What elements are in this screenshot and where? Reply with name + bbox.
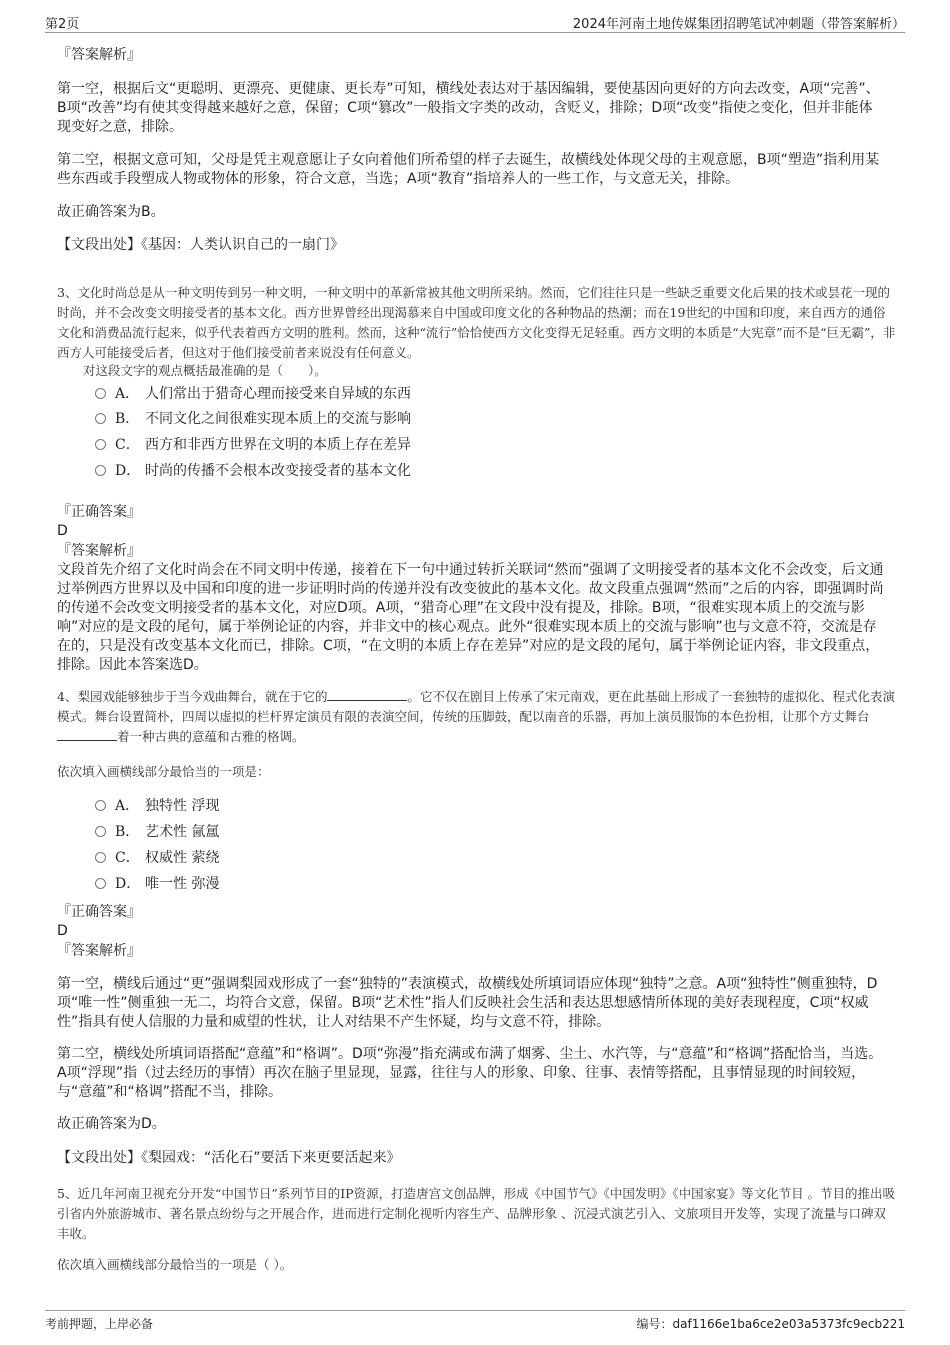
radio-icon[interactable] (95, 878, 106, 889)
q3-option-b[interactable]: B． 不同文化之间很难实现本质上的交流与影响 (95, 409, 411, 429)
q2-conclusion: 故正确答案为B。 (57, 204, 165, 220)
q5-prompt: 依次填入画横线部分最恰当的一项是（ ）。 (57, 1257, 293, 1272)
q2-analysis-para2: 第二空，根据文意可知，父母是凭主观意愿让子女向着他们所希望的样子去诞生，故横线处体现父母的主观意愿，B项“塑造”指利用某些东西或手段塑成人物或物体的形象，符合文意，当选；A项“教育”指培养人的一些工作，与文意无关，排除。 (57, 152, 880, 187)
q5-stem: 5、近几年河南卫视充分开发“中国节日”系列节目的IP资源，打造唐宫文创品牌，形成《中国节气》《中国发明》《中国家宴》等文化节目 。节目的推出吸引省内外旅游城市、著名景点纷纷与之开展合作，进而进行定制化视听内容生产、品牌形象 、沉浸式演艺引入、文旅项目开发等，实现了流量与口碑双丰收。 (57, 1186, 896, 1241)
q4-option-d[interactable]: D． 唯一性 弥漫 (95, 874, 219, 894)
document-id: 编号：daf1166e1ba6ce2e03a5373fc9ecb221 (636, 1317, 905, 1331)
answer-blank (57, 728, 117, 741)
page-footer (45, 1310, 905, 1331)
radio-icon[interactable] (95, 465, 106, 476)
q3-analysis: 文段首先介绍了文化时尚会在不同文明中传递，接着在下一句中通过转折关联词“然而”强调了文明接受者的基本文化不会改变，后文通过举例西方世界以及中国和印度的进一步证明时尚的传递并没有改变彼此的基本文化。故文段重点强调“然而”之后的内容，即强调时尚的传递不会改变文明接受者的基本文化，对应D项。A项，“猎奇心理”在文段中没有提及，排除。B项，“很难实现本质上的交流与影响”对应的是文段的尾句，属于举例论证的内容，并非文中的核心观点。此外“很难实现本质上的交流与影响”也与文意不符，交流是存在的，只是没有改变基本文化而已，排除。C项，“在文明的本质上存在差异”对应的是文段的尾句，属于举例论证内容，非文段重点，排除。因此本答案选D。 (57, 562, 884, 673)
q2-analysis-para1: 第一空，根据后文“更聪明、更漂亮、更健康、更长寿”可知，横线处表达对于基因编辑，要使基因向更好的方向去改变，A项“完善”、B项“改善”均有使其变得越来越好之意，保留；C项“篡改”一般指文字类的改动，含贬义，排除；D项“改变”指使之变化，但并非能体现变好之意，排除。 (57, 81, 880, 135)
q4-correct-label: 『正确答案』 (57, 904, 141, 920)
q3-option-d[interactable]: D． 时尚的传播不会根本改变接受者的基本文化 (95, 461, 411, 481)
q3-option-a[interactable]: A． 人们常出于猎奇心理而接受来自异域的东西 (95, 384, 411, 404)
q3-analysis-label: 『答案解析』 (57, 543, 141, 559)
q3-option-c[interactable]: C． 西方和非西方世界在文明的本质上存在差异 (95, 435, 411, 455)
q3-correct-label: 『正确答案』 (57, 504, 141, 520)
radio-icon[interactable] (95, 413, 106, 424)
radio-icon[interactable] (95, 826, 106, 837)
q4-option-b[interactable]: B． 艺术性 氤氲 (95, 822, 219, 842)
q2-analysis-label: 『答案解析』 (57, 47, 141, 63)
q4-conclusion: 故正确答案为D。 (57, 1116, 166, 1132)
answer-blank (327, 688, 407, 701)
q2-source: 【文段出处】《基因：人类认识自己的一扇门》 (57, 237, 344, 253)
radio-icon[interactable] (95, 852, 106, 863)
radio-icon[interactable] (95, 388, 106, 399)
q4-option-c[interactable]: C． 权威性 萦绕 (95, 848, 219, 868)
page-number: 第2页 (45, 17, 80, 32)
q4-analysis-para2: 第二空，横线处所填词语搭配“意蕴”和“格调”。D项“弥漫”指充满或布满了烟雾、尘土、水汽等，与“意蕴”和“格调”搭配恰当，当选。A项“浮现”指（过去经历的事情）再次在脑子里显现，显露，往往与人的形象、印象、往事、表情等搭配，且事情显现的时间较短，与“意蕴”和“格调”搭配不当，排除。 (57, 1046, 883, 1100)
q3-stem: 3、文化时尚总是从一种文明传到另一种文明，一种文明中的革新常被其他文明所采纳。然而，它们往往只是一些缺乏重要文化后果的技术或昙花一现的时尚，并不会改变文明接受者的基本文化。西方世界曾经出现渴慕来自中国或印度文化的各种物品的热潮；而在19世纪的中国和印度，来自西方的通俗文化和消费品流行起来，似乎代表着西方文明的胜利。然而，这种“流行”恰恰使西方文化变得无足轻重。西方文明的本质是“大宪章”而不是“巨无霸”，非西方人可能接受后者，但这对于他们接受前者来说没有任何意义。 (57, 285, 896, 360)
radio-icon[interactable] (95, 439, 106, 450)
q4-analysis-para1: 第一空，横线后通过“更”强调梨园戏形成了一套“独特的”表演模式，故横线处所填词语应体现“独特”之意。A项“独特性”侧重独特，D项“唯一性”侧重独一无二，均符合文意，保留。B项“艺术性”指人们反映社会生活和表达思想感情所体现的美好表现程度，C项“权威性”指具有使人信服的力量和威望的性状，让人对结果不产生怀疑，均与文意不符，排除。 (57, 976, 878, 1030)
q4-prompt: 依次填入画横线部分最恰当的一项是： (57, 764, 270, 779)
page-header (45, 10, 905, 33)
q3-correct-answer: D (57, 523, 68, 539)
q4-source: 【文段出处】《梨园戏：“活化石”要活下来更要活起来》 (57, 1150, 401, 1166)
footer-slogan: 考前押题，上岸必备 (45, 1317, 154, 1331)
q4-correct-answer: D (57, 923, 68, 939)
q4-option-a[interactable]: A． 独特性 浮现 (95, 796, 219, 816)
q4-analysis-label: 『答案解析』 (57, 943, 141, 959)
q4-stem: 4、梨园戏能够独步于当今戏曲舞台，就在于它的 。它不仅在剧目上传承了宋元南戏，更在此基础上形成了一套独特的虚拟化、程式化表演模式。舞台设置简朴，四周以虚拟的栏杆界定演员有限的表演空间，传统的压脚鼓，配以南音的乐器，再加上演员服饰的本色扮相，让那个方丈舞台着一种古典的意蕴和古雅的格调。 (57, 689, 895, 744)
document-title: 2024年河南土地传媒集团招聘笔试冲刺题（带答案解析） (572, 17, 905, 32)
q3-prompt: 对这段文字的观点概括最准确的是（ ）。 (83, 363, 327, 378)
radio-icon[interactable] (95, 800, 106, 811)
